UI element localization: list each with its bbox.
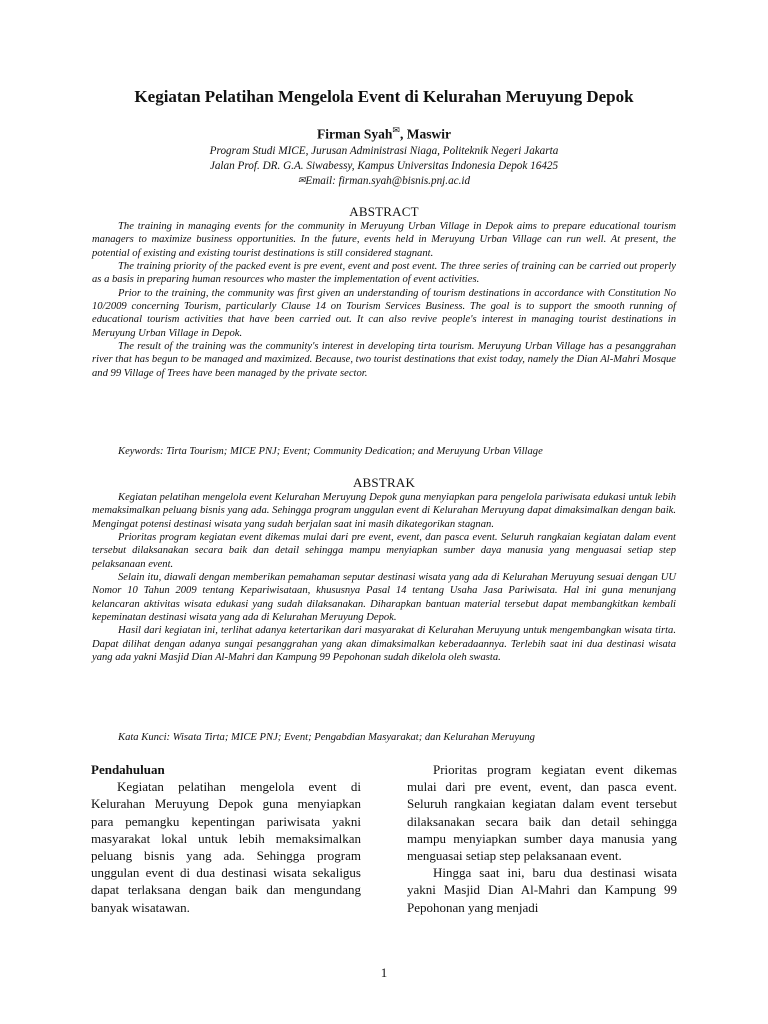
body-paragraph: Prioritas program kegiatan event dikemas mulai dari pre event, event, dan pasca event. Seluruh rangkaian kegiatan dalam event tersebut dilaksanakan secara baik dan detail sehingga mampu menyiapkan sumber daya manusia yang menguasai setiap step pelaksanaan event. — [407, 762, 677, 864]
abstract-paragraph: The result of the training was the community's interest in developing tirta tourism. Meruyung Urban Village has a pesanggrahan river that has begun to be managed and maximized. Because, two tourist destinations that exist today, namely the Dian Al-Mahri Mosque and 99 Village of Trees have been managed by the private sector. — [92, 341, 676, 379]
email-line — [0, 175, 768, 187]
abstract-heading: ABSTRACT — [349, 204, 419, 219]
abstrak-body — [92, 491, 676, 664]
abstrak-heading: ABSTRAK — [352, 475, 416, 490]
section-heading: Pendahuluan — [91, 762, 165, 777]
abstract-paragraph: The training in managing events for the community in Meruyung Urban Village in Depok aims to prepare educational tourism managers to maximize business opportunities. In the future, events held in Meruyung Urban Village can run well. At present, the potential of existing and existing tourist destinations is still considered stagnant. — [92, 221, 676, 259]
body-paragraph: Kegiatan pelatihan mengelola event di Kelurahan Meruyung Depok guna menyiapkan para pemangku kepentingan pariwisata yakni masyarakat lokal untuk lebih memaksimalkan peluang bisnis yang ada. Sehingga program unggulan event di dua destinasi wisata sekaligus dapat terlaksana dengan baik dan mengundang banyak wisatawan. — [91, 779, 361, 915]
envelope-icon: ✉ — [392, 125, 400, 135]
paper-title: Kegiatan Pelatihan Mengelola Event di Kelurahan Meruyung Depok — [134, 87, 634, 106]
abstrak-paragraph: Prioritas program kegiatan event dikemas mulai dari pre event, event, dan pasca event. Seluruh rangkaian kegiatan dalam event tersebut dilaksanakan secara baik dan detail sehingga mampu menyiapkan sumber daya manusia yang menguasai setiap step pelaksanaan event. — [92, 532, 676, 570]
abstract-paragraph: Prior to the training, the community was first given an understanding of tourism destinations in accordance with Constitution No 10/2009 concerning Tourism, particularly Clause 14 on Tourism Services Business. The goal is to support the smooth running of educational tourism activities that have been carried out. It can also revive people's interest in managing tourist destinations in Meruyung Urban Village in Depok. — [92, 287, 676, 339]
abstrak-paragraph: Kegiatan pelatihan mengelola event Kelurahan Meruyung Depok guna menyiapkan para pengelola pariwisata edukasi untuk lebih memaksimalkan peluang bisnis yang ada. Sehingga program unggulan event di Kelurahan Meruyung dapat dimaksimalkan dengan baik. Mengingat potensi destinasi wisata yang sudah berjalan saat ini masih dikategorikan stagnan. — [92, 492, 676, 530]
email-address: Email: firman.syah@bisnis.pnj.ac.id — [305, 175, 471, 187]
address-line: Jalan Prof. DR. G.A. Siwabessy, Kampus Universitas Indonesia Depok 16425 — [209, 160, 559, 172]
author-name-secondary: , Maswir — [399, 126, 451, 142]
abstrak-keywords: Kata Kunci: Wisata Tirta; MICE PNJ; Event; Pengabdian Masyarakat; dan Kelurahan Meruyung — [118, 732, 535, 743]
abstract-body — [92, 220, 676, 380]
affiliation-line: Program Studi MICE, Jurusan Administrasi Niaga, Politeknik Negeri Jakarta — [209, 145, 559, 157]
abstract-paragraph: The training priority of the packed event is pre event, event and post event. The three series of training can be carried out properly as a basis in preparing human resources who master the implementation of event activities. — [92, 261, 676, 286]
body-paragraph: Hingga saat ini, baru dua destinasi wisata yakni Masjid Dian Al-Mahri dan Kampung 99 Pepohonan yang menjadi — [407, 865, 677, 915]
right-column — [407, 761, 677, 916]
envelope-icon: ✉ — [297, 175, 306, 185]
author-name-primary: Firman Syah — [317, 126, 393, 142]
author-line — [0, 125, 768, 143]
abstract-keywords: Keywords: Tirta Tourism; MICE PNJ; Event; Community Dedication; and Meruyung Urban Village — [118, 446, 543, 457]
page-number: 1 — [380, 965, 388, 980]
abstrak-paragraph: Hasil dari kegiatan ini, terlihat adanya ketertarikan dari masyarakat di Kelurahan Meruyung untuk mengembangkan wisata tirta. Dapat dilihat dengan adanya sungai pesanggrahan yang akan dimaksimalkan keberadaannya. Terlebih saat ini dua destinasi wisata yang ada yakni Masjid Dian Al-Mahri dan Kampung 99 Pepohonan sudah dikelola oleh swasta. — [92, 625, 676, 664]
abstrak-paragraph: Selain itu, diawali dengan memberikan pemahaman seputar destinasi wisata yang ada di Kelurahan Meruyung sesuai dengan UU Nomor 10 Tahun 2009 tentang Kepariwisataan, khususnya Pasal 14 tentang Usaha Jasa Pariwisata. Hal ini guna menunjang kelancaran aktivitas wisata edukasi yang sudah dilaksanakan. Diharapkan bantuan material tersebut dapat membangkitkan kembali kepeminatan destinasi wisata yang ada di Kelurahan Meruyung Depok. — [92, 572, 676, 624]
left-column — [91, 761, 361, 916]
